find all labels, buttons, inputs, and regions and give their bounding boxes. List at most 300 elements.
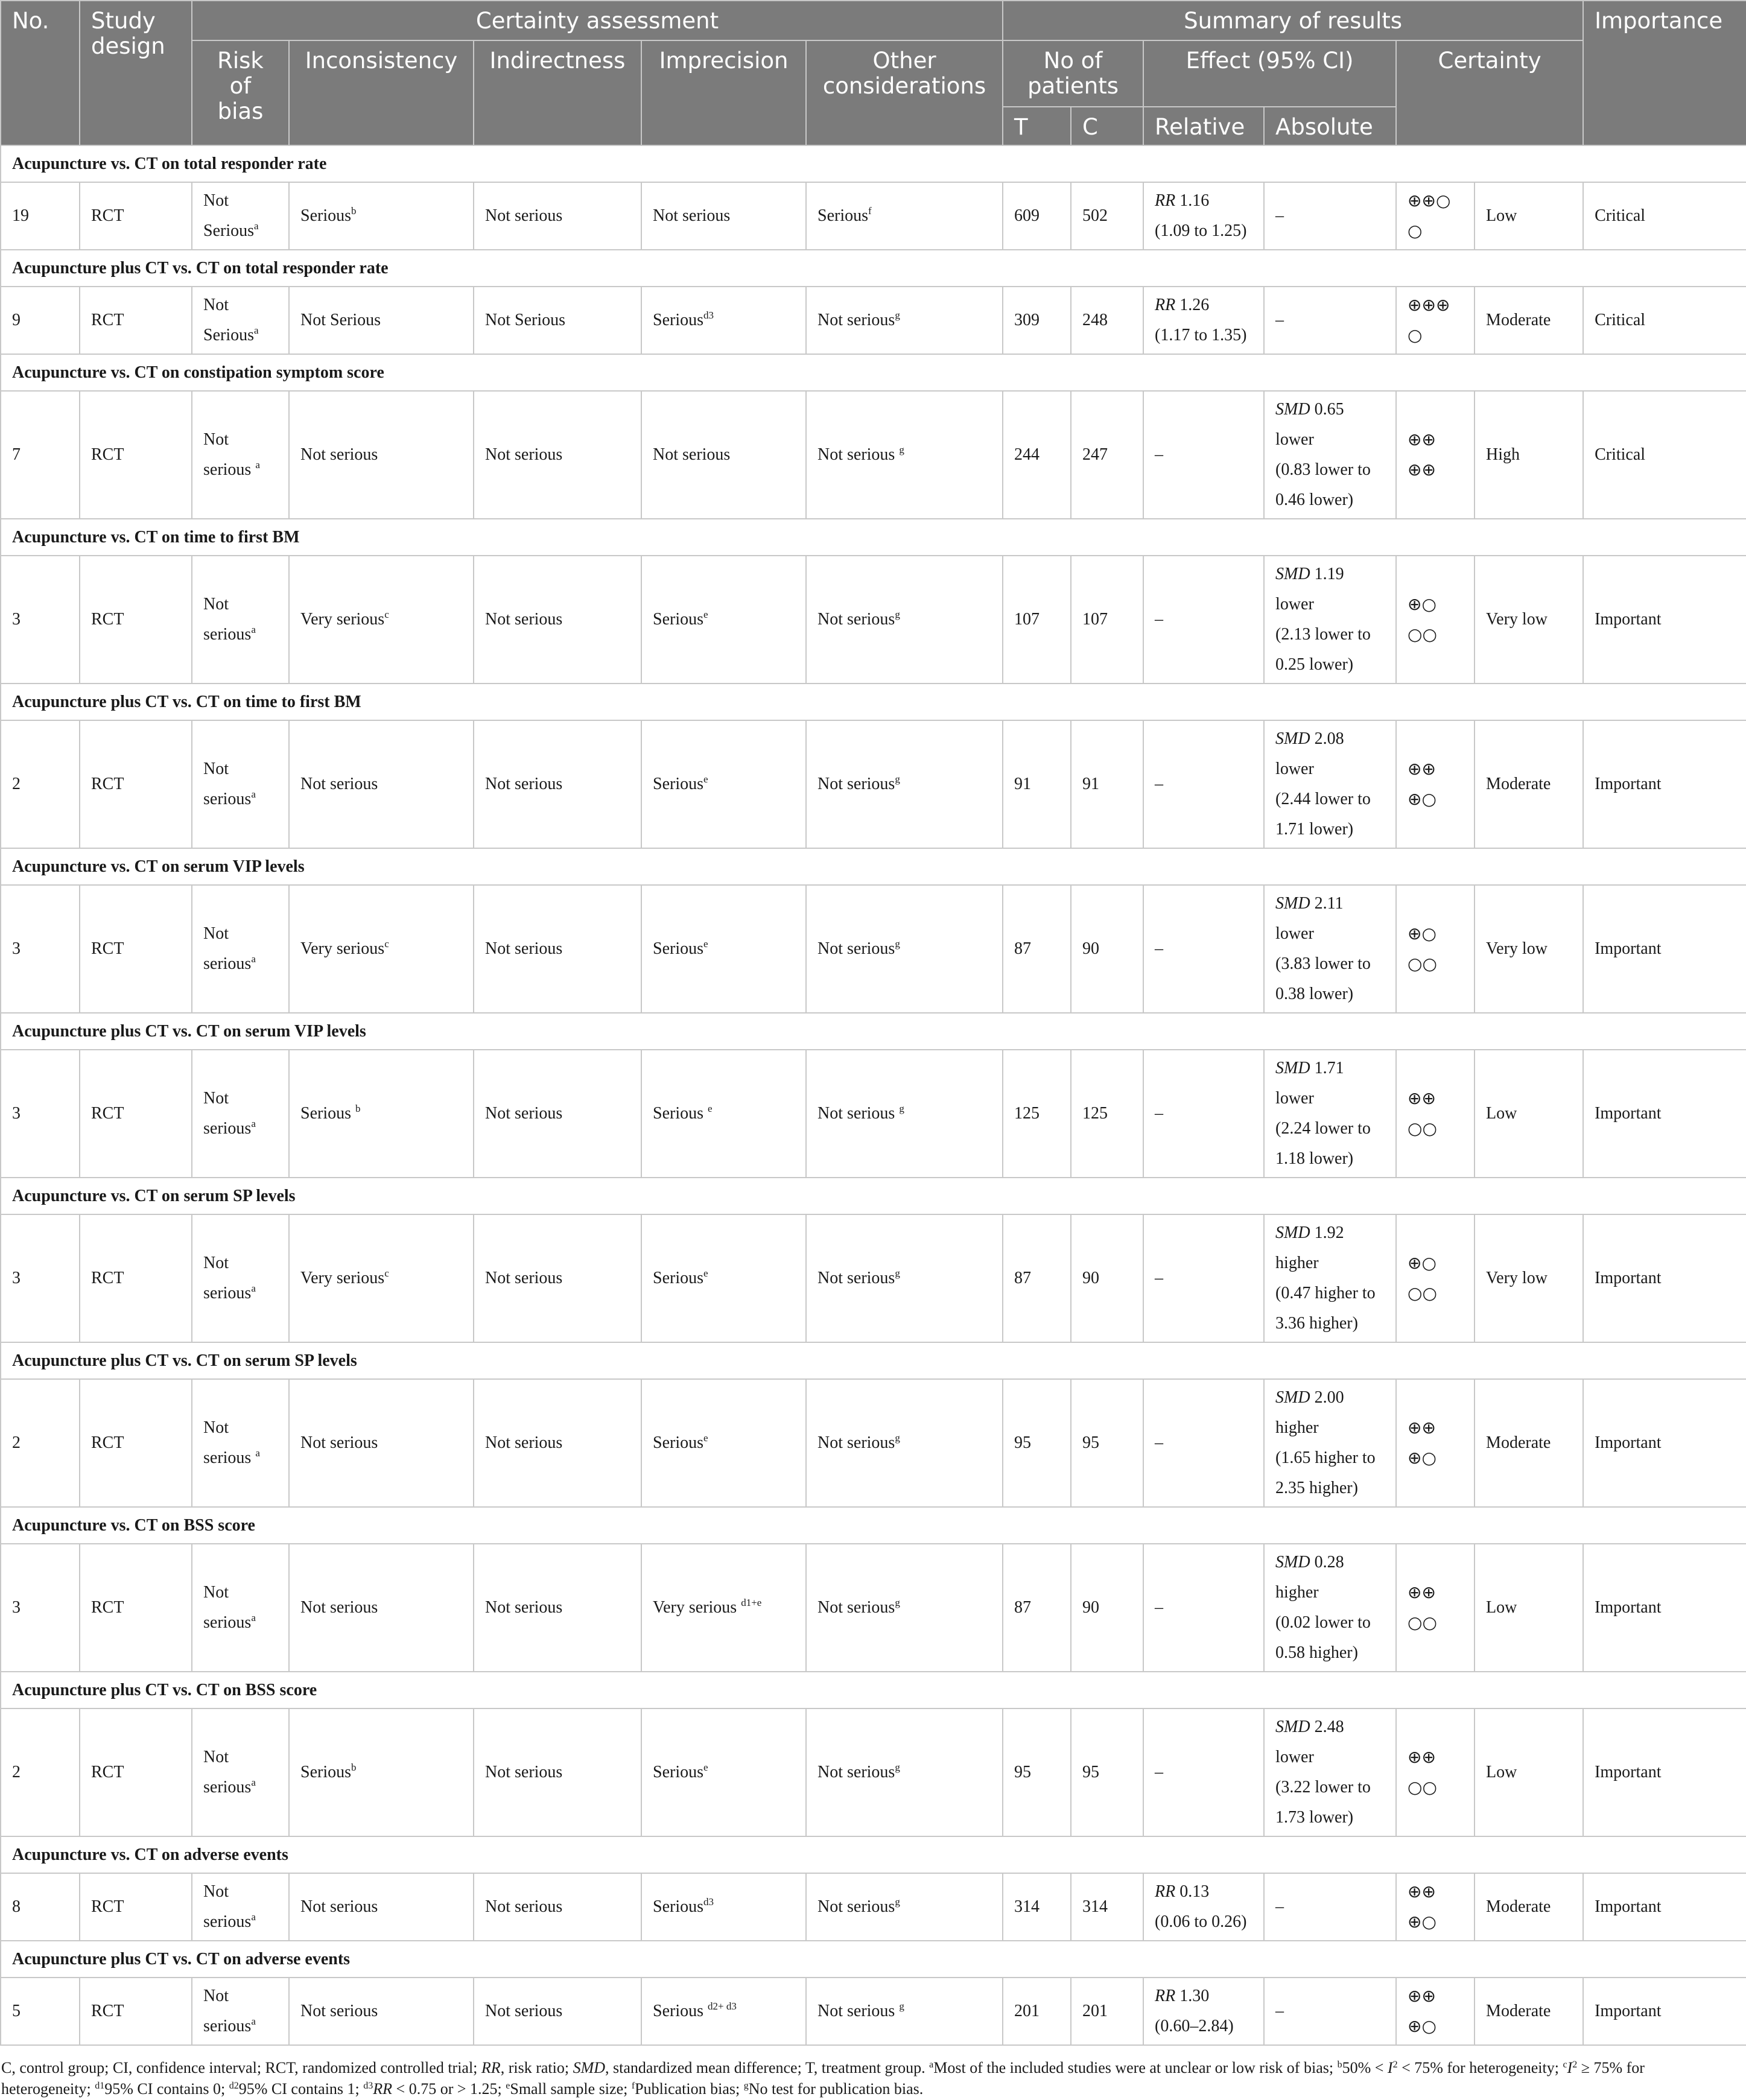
cell-absolute-ci: (1.65 higher to 2.35 higher) xyxy=(1275,1448,1376,1497)
cell-study-design xyxy=(80,1214,192,1342)
cell-other-considerations-text: Not serious xyxy=(817,775,895,793)
cell-t-text: 95 xyxy=(1014,1433,1032,1452)
cell-inconsistency xyxy=(289,1708,474,1836)
cell-importance-text: Important xyxy=(1595,2002,1662,2020)
cell-relative xyxy=(1143,287,1264,354)
cell-absolute-ci: (0.47 higher to 3.36 higher) xyxy=(1275,1284,1376,1333)
cell-absolute-ci: (2.24 lower to 1.18 lower) xyxy=(1275,1119,1371,1168)
footnote-text: 95% CI contains 1; xyxy=(238,2080,364,2098)
footnote-text: 50% < xyxy=(1342,2059,1388,2076)
cell-other-considerations-footnote-mark: g xyxy=(895,1432,900,1444)
cell-imprecision-text: Not serious xyxy=(653,206,731,225)
cell-other-considerations-text: Not serious xyxy=(817,1433,895,1452)
cell-absolute-estimate: 1.19 lower xyxy=(1275,565,1344,614)
table-footnote xyxy=(0,2057,1733,2099)
outcome-title: Acupuncture plus CT vs. CT on serum VIP levels xyxy=(1,1013,1746,1050)
cell-indirectness xyxy=(474,391,641,519)
cell-indirectness-text: Not serious xyxy=(485,1269,563,1287)
cell-study-design-text: RCT xyxy=(91,1433,124,1452)
header-absolute: Absolute xyxy=(1264,107,1396,145)
cell-inconsistency-footnote-mark: c xyxy=(384,609,389,620)
cell-no-text: 9 xyxy=(12,311,21,329)
cell-c-text: 90 xyxy=(1082,939,1100,958)
cell-imprecision-text: Serious xyxy=(653,1897,703,1916)
certainty-symbol-line: ⊕⊕ xyxy=(1408,1582,1436,1602)
cell-relative-measure: RR xyxy=(1155,191,1176,210)
cell-imprecision-footnote-mark: d3 xyxy=(703,1896,714,1908)
cell-risk-of-bias-text: Not serious xyxy=(203,1882,252,1931)
cell-certainty xyxy=(1475,1214,1583,1342)
cell-absolute-ci: (2.13 lower to 0.25 lower) xyxy=(1275,625,1371,674)
outcome-title: Acupuncture vs. CT on BSS score xyxy=(1,1507,1746,1544)
cell-inconsistency xyxy=(289,1873,474,1941)
cell-risk-of-bias-text: Not serious xyxy=(203,1987,252,2035)
cell-imprecision xyxy=(641,1379,806,1507)
cell-absolute-ci: (0.83 lower to 0.46 lower) xyxy=(1275,460,1371,509)
cell-relative-estimate: 1.26 xyxy=(1175,296,1210,314)
cell-inconsistency xyxy=(289,1978,474,2045)
cell-t-text: 314 xyxy=(1014,1897,1040,1916)
cell-indirectness-text: Not serious xyxy=(485,206,563,225)
footnote-text: No test for publication bias. xyxy=(748,2080,924,2098)
cell-imprecision xyxy=(641,182,806,250)
cell-t xyxy=(1003,720,1071,848)
cell-indirectness xyxy=(474,1544,641,1672)
cell-c-text: 95 xyxy=(1082,1763,1100,1781)
cell-certainty xyxy=(1475,885,1583,1013)
footnote-abbr: RR xyxy=(481,2059,501,2076)
cell-absolute xyxy=(1264,1379,1396,1507)
footnote-text: , risk ratio; xyxy=(500,2059,573,2076)
certainty-symbol-line: ⊕○ xyxy=(1408,1912,1436,1932)
cell-t xyxy=(1003,287,1071,354)
table-row xyxy=(1,1978,1746,2045)
cell-t xyxy=(1003,391,1071,519)
outcome-section-row xyxy=(1,1507,1746,1544)
cell-indirectness xyxy=(474,556,641,684)
cell-importance-text: Important xyxy=(1595,775,1662,793)
cell-imprecision-footnote-mark: e xyxy=(703,773,708,785)
outcome-section-row xyxy=(1,1941,1746,1978)
cell-imprecision xyxy=(641,1050,806,1178)
outcome-section-row xyxy=(1,1672,1746,1708)
cell-relative-estimate: 1.16 xyxy=(1175,191,1210,210)
cell-inconsistency-text: Not serious xyxy=(300,445,378,464)
cell-risk-of-bias-footnote-mark: a xyxy=(251,1911,256,1923)
cell-c-text: 201 xyxy=(1082,2002,1108,2020)
outcome-title: Acupuncture vs. CT on serum SP levels xyxy=(1,1178,1746,1214)
cell-inconsistency-text: Very serious xyxy=(300,939,385,958)
header-relative: Relative xyxy=(1143,107,1264,145)
cell-absolute-estimate: 2.00 higher xyxy=(1275,1388,1344,1437)
footnote-mark: g xyxy=(743,2081,749,2091)
cell-absolute-estimate: 2.11 lower xyxy=(1275,894,1344,943)
cell-no-text: 19 xyxy=(12,206,29,225)
cell-risk-of-bias-text: Not serious xyxy=(203,430,256,479)
cell-other-considerations xyxy=(806,1214,1003,1342)
footnote-text: , standardized mean difference; T, treatment group. xyxy=(605,2059,930,2076)
cell-other-considerations xyxy=(806,1544,1003,1672)
cell-certainty-text: High xyxy=(1486,445,1520,464)
cell-t-text: 201 xyxy=(1014,2002,1040,2020)
cell-absolute-value xyxy=(1275,1383,1385,1443)
cell-importance-text: Important xyxy=(1595,1598,1662,1617)
cell-relative xyxy=(1143,885,1264,1013)
cell-absolute xyxy=(1264,1050,1396,1178)
footnote-mark: d2 xyxy=(229,2081,239,2091)
cell-certainty xyxy=(1475,1873,1583,1941)
table-row xyxy=(1,885,1746,1013)
header-effect: Effect (95% CI) xyxy=(1143,40,1396,107)
cell-absolute-value xyxy=(1275,1053,1385,1114)
cell-importance-text: Important xyxy=(1595,939,1662,958)
footnote-mark: d1 xyxy=(95,2081,105,2091)
cell-relative-value xyxy=(1155,290,1252,320)
cell-no xyxy=(1,182,80,250)
cell-absolute-estimate: 0.28 higher xyxy=(1275,1553,1344,1602)
cell-absolute xyxy=(1264,885,1396,1013)
certainty-symbol-line: ○ xyxy=(1408,221,1423,241)
cell-c xyxy=(1071,287,1143,354)
cell-study-design-text: RCT xyxy=(91,775,124,793)
cell-relative xyxy=(1143,182,1264,250)
cell-relative-measure: RR xyxy=(1155,1987,1176,2005)
footnote-abbr: RR xyxy=(373,2080,393,2098)
cell-certainty-symbols xyxy=(1396,287,1475,354)
cell-indirectness xyxy=(474,1708,641,1836)
cell-risk-of-bias-text: Not serious xyxy=(203,760,252,808)
cell-no xyxy=(1,1214,80,1342)
cell-inconsistency-footnote-mark: b xyxy=(351,205,357,217)
cell-relative-ci: (1.09 to 1.25) xyxy=(1155,221,1247,240)
outcome-title: Acupuncture plus CT vs. CT on serum SP levels xyxy=(1,1342,1746,1379)
cell-t-text: 244 xyxy=(1014,445,1040,464)
cell-relative-value xyxy=(1155,769,1252,799)
cell-relative-value xyxy=(1155,1428,1252,1458)
cell-t xyxy=(1003,885,1071,1013)
cell-indirectness-text: Not serious xyxy=(485,610,563,629)
cell-study-design xyxy=(80,1544,192,1672)
cell-risk-of-bias xyxy=(192,391,289,519)
cell-certainty-symbols xyxy=(1396,1708,1475,1836)
cell-risk-of-bias xyxy=(192,1050,289,1178)
cell-imprecision-text: Serious xyxy=(653,939,703,958)
cell-other-considerations-text: Not serious xyxy=(817,1104,900,1123)
cell-imprecision-footnote-mark: d1+e xyxy=(741,1597,762,1608)
footnote-symbol: I xyxy=(1567,2059,1573,2076)
cell-other-considerations-footnote-mark: g xyxy=(895,1762,900,1773)
certainty-symbol-line: ⊕⊕⊕ xyxy=(1408,295,1450,315)
cell-certainty-symbols xyxy=(1396,1873,1475,1941)
cell-relative-value xyxy=(1155,934,1252,964)
cell-indirectness xyxy=(474,182,641,250)
cell-inconsistency xyxy=(289,1544,474,1672)
outcome-title: Acupuncture vs. CT on time to first BM xyxy=(1,519,1746,556)
cell-relative-ci: (1.17 to 1.35) xyxy=(1155,326,1247,344)
cell-study-design-text: RCT xyxy=(91,610,124,629)
cell-certainty-text: Very low xyxy=(1486,610,1548,629)
cell-c-text: 502 xyxy=(1082,206,1108,225)
cell-imprecision-text: Serious xyxy=(653,1433,703,1452)
cell-t xyxy=(1003,1708,1071,1836)
cell-relative xyxy=(1143,1379,1264,1507)
cell-relative-estimate: – xyxy=(1155,1433,1164,1452)
certainty-symbol-line: ⊕⊕ xyxy=(1408,1418,1436,1438)
cell-t-text: 87 xyxy=(1014,939,1032,958)
cell-t xyxy=(1003,182,1071,250)
cell-inconsistency-footnote-mark: c xyxy=(384,938,389,950)
cell-no-text: 2 xyxy=(12,775,21,793)
cell-absolute-ci: (3.83 lower to 0.38 lower) xyxy=(1275,954,1371,1003)
cell-c-text: 90 xyxy=(1082,1269,1100,1287)
table-row xyxy=(1,720,1746,848)
cell-absolute xyxy=(1264,1708,1396,1836)
outcome-title: Acupuncture plus CT vs. CT on time to first BM xyxy=(1,684,1746,720)
cell-importance-text: Critical xyxy=(1595,311,1646,329)
cell-other-considerations xyxy=(806,1379,1003,1507)
cell-inconsistency xyxy=(289,1214,474,1342)
cell-t-text: 95 xyxy=(1014,1763,1032,1781)
cell-other-considerations xyxy=(806,391,1003,519)
cell-imprecision xyxy=(641,1978,806,2045)
cell-absolute xyxy=(1264,287,1396,354)
cell-c xyxy=(1071,182,1143,250)
cell-other-considerations-text: Not serious xyxy=(817,610,895,629)
cell-absolute xyxy=(1264,391,1396,519)
cell-inconsistency xyxy=(289,391,474,519)
cell-certainty-text: Moderate xyxy=(1486,775,1551,793)
footnote-text: C, control group; CI, confidence interval; RCT, randomized controlled trial; xyxy=(1,2059,481,2076)
cell-c xyxy=(1071,391,1143,519)
cell-study-design xyxy=(80,391,192,519)
cell-inconsistency-text: Not serious xyxy=(300,1897,378,1916)
cell-importance-text: Important xyxy=(1595,1763,1662,1781)
cell-absolute-estimate: 1.92 higher xyxy=(1275,1223,1344,1272)
certainty-symbol-line: ⊕○ xyxy=(1408,789,1436,809)
cell-importance xyxy=(1583,1873,1746,1941)
cell-study-design-text: RCT xyxy=(91,1598,124,1617)
cell-study-design-text: RCT xyxy=(91,1104,124,1123)
cell-imprecision-text: Not serious xyxy=(653,445,731,464)
cell-no-text: 3 xyxy=(12,1269,21,1287)
cell-t-text: 125 xyxy=(1014,1104,1040,1123)
cell-other-considerations-footnote-mark: f xyxy=(868,205,872,217)
footnote-mark: b xyxy=(1337,2060,1342,2070)
cell-study-design xyxy=(80,1379,192,1507)
header-c: C xyxy=(1071,107,1143,145)
cell-absolute-estimate: 2.48 lower xyxy=(1275,1718,1344,1766)
cell-inconsistency xyxy=(289,885,474,1013)
cell-inconsistency-text: Very serious xyxy=(300,1269,385,1287)
cell-indirectness xyxy=(474,287,641,354)
cell-relative xyxy=(1143,1873,1264,1941)
outcome-section-row xyxy=(1,1013,1746,1050)
cell-risk-of-bias-footnote-mark: a xyxy=(255,459,260,471)
table-row xyxy=(1,1379,1746,1507)
table-row xyxy=(1,556,1746,684)
cell-absolute-estimate: – xyxy=(1275,311,1284,329)
footnote-text: Most of the included studies were at unclear or low risk of bias; xyxy=(933,2059,1338,2076)
cell-indirectness xyxy=(474,720,641,848)
table-row xyxy=(1,1050,1746,1178)
cell-relative-estimate: – xyxy=(1155,1269,1164,1287)
cell-c xyxy=(1071,1978,1143,2045)
cell-certainty-text: Moderate xyxy=(1486,311,1551,329)
cell-imprecision-footnote-mark: e xyxy=(703,1267,708,1279)
outcome-section-row xyxy=(1,354,1746,391)
cell-certainty xyxy=(1475,1379,1583,1507)
certainty-symbol-line: ⊕⊕ xyxy=(1408,759,1436,779)
cell-imprecision-footnote-mark: e xyxy=(703,1432,708,1444)
cell-imprecision-text: Serious xyxy=(653,311,703,329)
cell-relative xyxy=(1143,1050,1264,1178)
header-imprecision: Imprecision xyxy=(641,40,806,145)
cell-inconsistency-footnote-mark: b xyxy=(355,1103,361,1114)
cell-other-considerations-text: Not serious xyxy=(817,2002,900,2020)
cell-relative-estimate: – xyxy=(1155,1763,1164,1781)
cell-study-design-text: RCT xyxy=(91,1269,124,1287)
cell-relative-estimate: 0.13 xyxy=(1175,1882,1210,1901)
cell-inconsistency-text: Not Serious xyxy=(300,311,381,329)
cell-other-considerations-footnote-mark: g xyxy=(895,1267,900,1279)
footnote-mark: e xyxy=(506,2081,510,2091)
cell-importance xyxy=(1583,182,1746,250)
cell-certainty-symbols xyxy=(1396,885,1475,1013)
cell-absolute-measure: SMD xyxy=(1275,1553,1310,1572)
certainty-symbol-line: ⊕○ xyxy=(1408,924,1436,944)
certainty-symbol-line: ⊕⊕ xyxy=(1408,1747,1436,1767)
certainty-symbol-line: ⊕⊕ xyxy=(1408,1882,1436,1902)
cell-importance xyxy=(1583,1978,1746,2045)
cell-absolute-measure: SMD xyxy=(1275,1223,1310,1242)
cell-relative-estimate: – xyxy=(1155,775,1164,793)
cell-other-considerations xyxy=(806,556,1003,684)
cell-c-text: 248 xyxy=(1082,311,1108,329)
cell-t xyxy=(1003,1050,1071,1178)
cell-study-design-text: RCT xyxy=(91,206,124,225)
cell-relative-measure: RR xyxy=(1155,1882,1176,1901)
cell-absolute-ci: (3.22 lower to 1.73 lower) xyxy=(1275,1778,1371,1827)
cell-absolute xyxy=(1264,182,1396,250)
cell-no-text: 7 xyxy=(12,445,21,464)
cell-absolute-estimate: 1.71 lower xyxy=(1275,1059,1344,1108)
header-t: T xyxy=(1003,107,1071,145)
cell-other-considerations-footnote-mark: g xyxy=(895,1597,900,1608)
cell-other-considerations xyxy=(806,1873,1003,1941)
cell-inconsistency-footnote-mark: c xyxy=(384,1267,389,1279)
header-indirectness: Indirectness xyxy=(474,40,641,145)
cell-risk-of-bias-text: Not serious xyxy=(203,1583,252,1632)
cell-no xyxy=(1,287,80,354)
cell-no-text: 2 xyxy=(12,1763,21,1781)
cell-relative-value xyxy=(1155,1877,1252,1907)
cell-risk-of-bias-text: Not Serious xyxy=(203,296,254,344)
cell-importance xyxy=(1583,1050,1746,1178)
cell-risk-of-bias-footnote-mark: a xyxy=(255,1447,260,1459)
cell-other-considerations-text: Not serious xyxy=(817,1897,895,1916)
cell-relative xyxy=(1143,556,1264,684)
outcome-section-row xyxy=(1,519,1746,556)
cell-indirectness-text: Not serious xyxy=(485,939,563,958)
header-no: No. xyxy=(1,1,80,145)
cell-relative-value xyxy=(1155,1593,1252,1623)
cell-c-text: 90 xyxy=(1082,1598,1100,1617)
cell-risk-of-bias-text: Not serious xyxy=(203,924,252,973)
cell-no xyxy=(1,1978,80,2045)
cell-risk-of-bias xyxy=(192,182,289,250)
cell-risk-of-bias xyxy=(192,556,289,684)
cell-absolute-measure: SMD xyxy=(1275,1718,1310,1736)
cell-t xyxy=(1003,1379,1071,1507)
cell-absolute xyxy=(1264,1873,1396,1941)
cell-imprecision-text: Serious xyxy=(653,610,703,629)
cell-risk-of-bias-footnote-mark: a xyxy=(254,220,259,232)
footnote-mark: a xyxy=(929,2060,934,2070)
certainty-symbol-line: ⊕○ xyxy=(1408,594,1436,614)
cell-other-considerations-text: Not serious xyxy=(817,1598,895,1617)
header-summary-of-results: Summary of results xyxy=(1003,1,1583,40)
cell-no-text: 2 xyxy=(12,1433,21,1452)
cell-relative xyxy=(1143,1214,1264,1342)
cell-other-considerations-footnote-mark: g xyxy=(895,609,900,620)
header-risk-of-bias: Risk of bias xyxy=(192,40,289,145)
outcome-title: Acupuncture plus CT vs. CT on BSS score xyxy=(1,1672,1746,1708)
outcome-section-row xyxy=(1,1178,1746,1214)
cell-other-considerations-text: Not serious xyxy=(817,939,895,958)
footnote-text: < 0.75 or > 1.25; xyxy=(392,2080,506,2098)
cell-other-considerations-footnote-mark: g xyxy=(895,309,900,321)
cell-certainty-text: Low xyxy=(1486,1763,1517,1781)
cell-relative-value xyxy=(1155,440,1252,470)
certainty-symbol-line: ⊕⊕ xyxy=(1408,430,1436,449)
cell-inconsistency-text: Not serious xyxy=(300,2002,378,2020)
cell-importance xyxy=(1583,1708,1746,1836)
cell-importance xyxy=(1583,1379,1746,1507)
cell-imprecision xyxy=(641,1873,806,1941)
cell-indirectness-text: Not serious xyxy=(485,1433,563,1452)
table-row xyxy=(1,1873,1746,1941)
cell-indirectness-text: Not serious xyxy=(485,2002,563,2020)
cell-imprecision-footnote-mark: e xyxy=(703,609,708,620)
cell-other-considerations xyxy=(806,885,1003,1013)
cell-risk-of-bias-footnote-mark: a xyxy=(251,1283,256,1294)
cell-c xyxy=(1071,1214,1143,1342)
cell-importance xyxy=(1583,556,1746,684)
cell-inconsistency-text: Serious xyxy=(300,206,351,225)
certainty-symbol-line: ○○ xyxy=(1408,624,1437,644)
cell-inconsistency xyxy=(289,182,474,250)
cell-absolute xyxy=(1264,1978,1396,2045)
cell-indirectness xyxy=(474,1050,641,1178)
outcome-title: Acupuncture vs. CT on serum VIP levels xyxy=(1,848,1746,885)
cell-absolute-measure: SMD xyxy=(1275,400,1310,419)
header-study-design: Study design xyxy=(80,1,192,145)
cell-study-design xyxy=(80,1050,192,1178)
cell-no xyxy=(1,1379,80,1507)
certainty-symbol-line: ⊕○ xyxy=(1408,2016,1436,2036)
cell-imprecision-text: Serious xyxy=(653,775,703,793)
cell-imprecision-text: Serious xyxy=(653,1104,708,1123)
cell-imprecision-footnote-mark: d3 xyxy=(703,309,714,321)
footnote-mark: f xyxy=(631,2081,635,2091)
cell-certainty xyxy=(1475,287,1583,354)
cell-absolute-value xyxy=(1275,889,1385,949)
cell-importance-text: Important xyxy=(1595,1104,1662,1123)
certainty-symbol-line: ⊕⊕ xyxy=(1408,1088,1436,1108)
cell-other-considerations-text: Serious xyxy=(817,206,868,225)
cell-study-design-text: RCT xyxy=(91,1897,124,1916)
cell-absolute-value xyxy=(1275,395,1385,455)
